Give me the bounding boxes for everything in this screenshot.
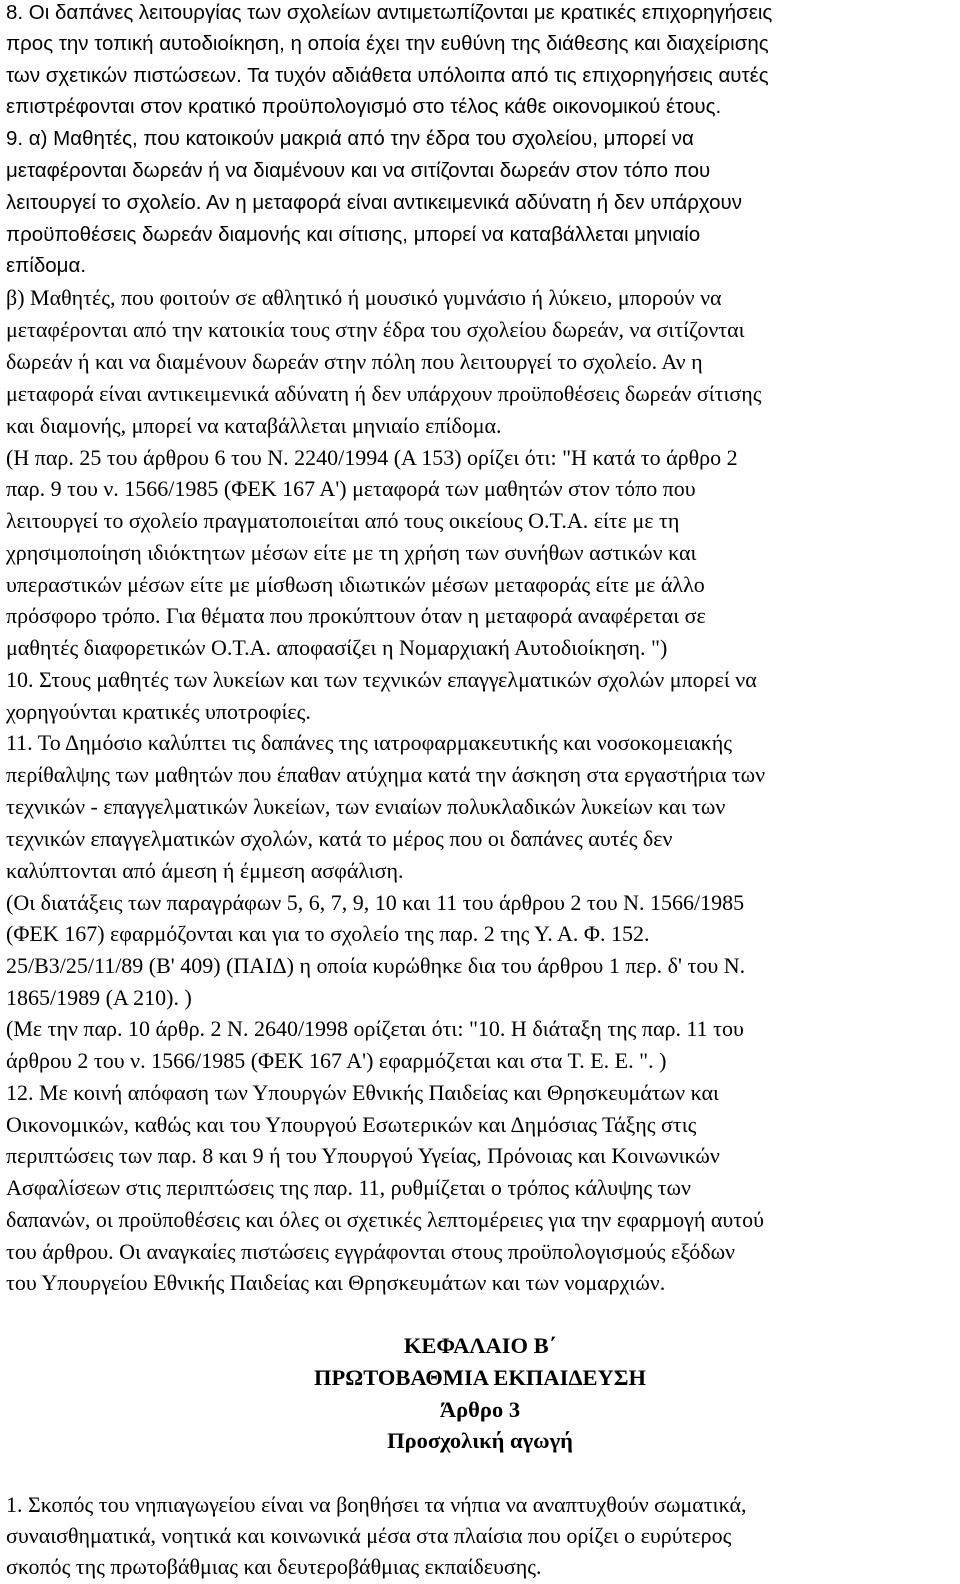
chapter-heading: ΚΕΦΑΛΑΙΟ Β΄ xyxy=(403,1333,557,1358)
text-line: τεχνικών επαγγελματικών σχολών, κατά το μέρος που οι δαπάνες αυτές δεν xyxy=(6,826,673,851)
text-line: 11. Το Δημόσιο καλύπτει τις δαπάνες της ιατροφαρμακευτικής και νοσοκομειακής xyxy=(6,730,732,755)
text-line: λειτουργεί το σχολείο πραγματοποιείται από τους οικείους Ο.Τ.Α. είτε με τη xyxy=(6,508,680,533)
text-line: (ΦΕΚ 167) εφαρμόζονται και για το σχολείο της παρ. 2 της Υ. Α. Φ. 152. xyxy=(6,921,650,946)
text-line: πρόσφορο τρόπο. Για θέματα που προκύπτουν όταν η μεταφορά αναφέρεται σε xyxy=(6,603,706,628)
text-line: τεχνικών - επαγγελματικών λυκείων, των ενιαίων πολυκλαδικών λυκείων και των xyxy=(6,794,726,819)
text-line: υπεραστικών μέσων είτε με μίσθωση ιδιωτικών μέσων μεταφοράς είτε με άλλο xyxy=(6,572,705,597)
section-heading: ΠΡΩΤΟΒΑΘΜΙΑ ΕΚΠΑΙΔΕΥΣΗ xyxy=(313,1365,647,1390)
text-line: περιπτώσεις των παρ. 8 και 9 ή του Υπουργού Υγείας, Πρόνοιας και Κοινωνικών xyxy=(6,1143,720,1168)
text-line: 10. Στους μαθητές των λυκείων και των τεχνικών επαγγελματικών σχολών μπορεί να xyxy=(6,667,757,692)
text-line: επιστρέφονται στον κρατικό προϋπολογισμό στο τέλος κάθε οικονομικού έτους. xyxy=(6,95,722,118)
text-line: του άρθρου. Οι αναγκαίες πιστώσεις εγγράφονται στους προϋπολογισμούς εξόδων xyxy=(6,1239,735,1264)
text-line: λειτουργεί το σχολείο. Αν η μεταφορά είναι αντικειμενικά αδύνατη ή δεν υπάρχουν xyxy=(6,191,742,214)
text-line: μεταφέρονται από την κατοικία τους στην έδρα του σχολείου δωρεάν, να σιτίζονται xyxy=(6,317,745,342)
text-line: Ασφαλίσεων στις περιπτώσεις της παρ. 11, ρυθμίζεται ο τρόπος κάλυψης των xyxy=(6,1175,691,1200)
text-line: του Υπουργείου Εθνικής Παιδείας και Θρησκευμάτων και των νομαρχιών. xyxy=(6,1270,666,1295)
text-line: περίθαλψης των μαθητών που έπαθαν ατύχημα κατά την άσκηση στα εργαστήρια των xyxy=(6,762,766,787)
text-line: μεταφέρονται δωρεάν ή να διαμένουν και να σιτίζονται δωρεάν στον τόπο που xyxy=(6,159,711,182)
text-line: μαθητές διαφορετικών Ο.Τ.Α. αποφασίζει η Νομαρχιακή Αυτοδιοίκηση. ") xyxy=(6,635,668,660)
text-line: και διαμονής, μπορεί να καταβάλλεται μηνιαίο επίδομα. xyxy=(6,413,502,438)
text-line: (Η παρ. 25 του άρθρου 6 του Ν. 2240/1994 (Α 153) ορίζει ότι: "Η κατά το άρθρο 2 xyxy=(6,445,738,470)
text-line: 25/Β3/25/11/89 (Β' 409) (ΠΑΙΔ) η οποία κυρώθηκε δια του άρθρου 1 περ. δ' του Ν. xyxy=(6,953,746,978)
article-number: Άρθρο 3 xyxy=(439,1397,521,1422)
text-line: 9. α) Μαθητές, που κατοικούν μακριά από την έδρα του σχολείου, μπορεί να xyxy=(6,127,694,150)
text-line: επίδομα. xyxy=(6,254,87,277)
text-line: β) Μαθητές, που φοιτούν σε αθλητικό ή μουσικό γυμνάσιο ή λύκειο, μπορούν να xyxy=(6,285,722,310)
text-line: καλύπτονται από άμεση ή έμμεση ασφάλιση. xyxy=(6,858,404,883)
text-line: χορηγούνται κρατικές υποτροφίες. xyxy=(6,699,311,724)
text-line: χρησιμοποίηση ιδιόκτητων μέσων είτε με τη χρήση των συνήθων αστικών και xyxy=(6,540,697,565)
text-line: 8. Οι δαπάνες λειτουργίας των σχολείων αντιμετωπίζονται με κρατικές επιχορηγήσεις xyxy=(6,1,773,24)
text-line: δωρεάν ή και να διαμένουν δωρεάν στην πόλη που λειτουργεί το σχολείο. Αν η xyxy=(6,349,703,374)
text-line: δαπανών, οι προϋποθέσεις και όλες οι σχετικές λεπτομέρειες για την εφαρμογή αυτού xyxy=(6,1207,764,1232)
text-line: σκοπός της πρωτοβάθμιας και δευτεροβάθμιας εκπαίδευσης. xyxy=(6,1554,542,1579)
text-line: μεταφορά είναι αντικειμενικά αδύνατη ή δεν υπάρχουν προϋποθέσεις δωρεάν σίτισης xyxy=(6,381,762,406)
text-line: προς την τοπική αυτοδιοίκηση, η οποία έχει την ευθύνη της διάθεσης και διαχείρισης xyxy=(6,32,769,55)
text-line: 12. Με κοινή απόφαση των Υπουργών Εθνικής Παιδείας και Θρησκευμάτων και xyxy=(6,1080,719,1105)
text-line: 1. Σκοπός του νηπιαγωγείου είναι να βοηθήσει τα νήπια να αναπτυχθούν σωματικά, xyxy=(6,1492,747,1517)
text-line: άρθρου 2 του ν. 1566/1985 (ΦΕΚ 167 Α') εφαρμόζεται και στα Τ. Ε. Ε. ". ) xyxy=(6,1048,667,1073)
text-line: συναισθηματικά, νοητικά και κοινωνικά μέσα στα πλαίσια που ορίζει ο ευρύτερος xyxy=(6,1523,732,1548)
text-line: (Οι διατάξεις των παραγράφων 5, 6, 7, 9, 10 και 11 του άρθρου 2 του Ν. 1566/1985 xyxy=(6,890,745,915)
text-line: προϋποθέσεις δωρεάν διαμονής και σίτισης, μπορεί να καταβάλλεται μηνιαίο xyxy=(6,223,701,246)
text-line: των σχετικών πιστώσεων. Τα τυχόν αδιάθετα υπόλοιπα από τις επιχορηγήσεις αυτές xyxy=(6,64,769,87)
text-line: (Με την παρ. 10 άρθρ. 2 Ν. 2640/1998 ορίζεται ότι: "10. Η διάταξη της παρ. 11 του xyxy=(6,1016,744,1041)
text-line: 1865/1989 (Α 210). ) xyxy=(6,985,192,1010)
text-line: Οικονομικών, καθώς και του Υπουργού Εσωτερικών και Δημόσιας Τάξης στις xyxy=(6,1112,697,1137)
article-title: Προσχολική αγωγή xyxy=(387,1428,573,1453)
text-line: παρ. 9 του ν. 1566/1985 (ΦΕΚ 167 Α') μεταφορά των μαθητών στον τόπο που xyxy=(6,476,696,501)
